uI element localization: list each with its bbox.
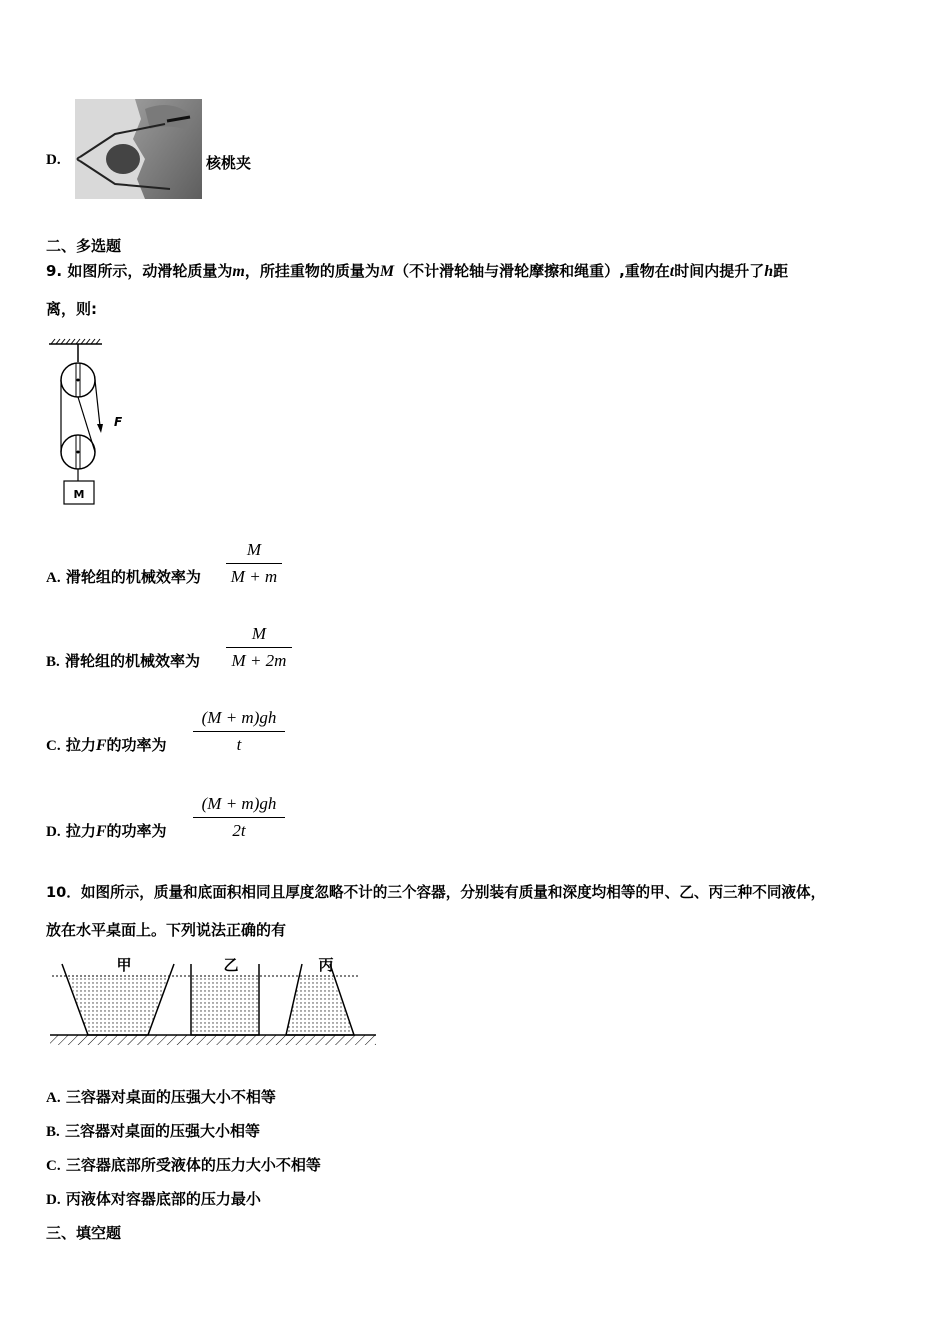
q9-var-h: h xyxy=(764,263,774,280)
three-containers-diagram xyxy=(44,950,380,1050)
q9-option-c-text-pre: 拉力 xyxy=(65,736,96,754)
q9-option-d-var: F xyxy=(95,823,107,840)
q9-text-part1: 如图所示，动滑轮质量为 xyxy=(67,262,233,280)
q9-option-a-fraction xyxy=(226,540,282,587)
fraction-denominator: M + m xyxy=(230,567,278,586)
section-title-multiple-choice: 二、多选题 xyxy=(46,237,122,255)
q10-option-c-letter: C. xyxy=(46,1158,61,1174)
q9-option-c-text-post: 的功率为 xyxy=(106,736,167,754)
q10-stem-line1: 10．如图所示，质量和底面积相同且厚度忽略不计的三个容器，分别装有质量和深度均相等的甲、乙、丙三种不同液体， xyxy=(46,884,826,901)
q9-text-part5: 距 xyxy=(773,262,789,280)
q9-stem-line2: 离，则: xyxy=(46,300,97,318)
fraction-numerator: (M + m)gh xyxy=(201,794,277,813)
q10-option-a xyxy=(46,1086,276,1107)
q9-option-d-text-pre: 拉力 xyxy=(65,822,96,840)
q10-option-c xyxy=(46,1154,321,1175)
q10-option-d-text: 丙液体对容器底部的压力最小 xyxy=(65,1190,261,1208)
q9-text-part3: （不计滑轮轴与滑轮摩擦和绳重）,重物在 xyxy=(394,262,670,280)
q9-var-M: M xyxy=(379,263,395,280)
q9-option-a-text: 滑轮组的机械效率为 xyxy=(65,568,201,586)
container-label-bing: 丙 xyxy=(318,956,334,974)
fraction-numerator: (M + m)gh xyxy=(201,708,277,727)
fraction-numerator: M xyxy=(246,540,262,559)
q9-option-c-letter: C. xyxy=(46,738,61,754)
q10-option-a-text: 三容器对桌面的压强大小不相等 xyxy=(65,1088,276,1106)
q9-var-t: t xyxy=(669,263,675,280)
fraction-denominator: M + 2m xyxy=(231,651,287,670)
q9-option-a xyxy=(46,566,201,587)
q8-option-d-letter: D. xyxy=(46,152,61,168)
fraction-denominator: t xyxy=(236,735,242,754)
q9-option-d-fraction xyxy=(193,794,285,841)
q9-option-c-var: F xyxy=(95,737,107,754)
fraction-numerator: M xyxy=(251,624,267,643)
q10-option-a-letter: A. xyxy=(46,1090,61,1106)
pulley-system-diagram xyxy=(44,338,134,510)
q9-option-c-fraction xyxy=(193,708,285,755)
q8-option-d-text: 核桃夹 xyxy=(206,154,252,172)
block-label: M xyxy=(73,488,85,501)
q10-option-c-text: 三容器底部所受液体的压力大小不相等 xyxy=(65,1156,321,1174)
force-label: F xyxy=(114,415,123,429)
q9-option-c xyxy=(46,734,167,755)
container-label-yi: 乙 xyxy=(223,956,239,974)
section-title-fill-in-blank: 三、填空题 xyxy=(46,1224,122,1242)
q9-option-b-fraction xyxy=(226,624,292,671)
q10-stem-line2: 放在水平桌面上。下列说法正确的有 xyxy=(46,921,287,939)
q9-stem-line1 xyxy=(46,260,788,281)
walnut-cracker-image xyxy=(75,99,202,199)
q9-option-b-text: 滑轮组的机械效率为 xyxy=(65,652,201,670)
q10-option-b xyxy=(46,1120,260,1141)
q9-option-d xyxy=(46,820,167,841)
container-label-jia: 甲 xyxy=(116,956,132,974)
q9-text-part4: 时间内提升了 xyxy=(674,262,765,280)
fraction-denominator: 2t xyxy=(232,821,246,840)
q9-number: 9. xyxy=(46,262,63,280)
q10-option-d-letter: D. xyxy=(46,1192,61,1208)
q9-text-part2: ，所挂重物的质量为 xyxy=(244,262,380,280)
q9-option-a-letter: A. xyxy=(46,570,61,586)
q9-var-m: m xyxy=(232,263,245,280)
q10-option-b-letter: B. xyxy=(46,1124,60,1140)
q9-option-b-letter: B. xyxy=(46,654,60,670)
q10-option-b-text: 三容器对桌面的压强大小相等 xyxy=(65,1122,261,1140)
q9-option-d-text-post: 的功率为 xyxy=(106,822,167,840)
q9-option-b xyxy=(46,650,200,671)
q10-option-d xyxy=(46,1188,261,1209)
q9-option-d-letter: D. xyxy=(46,824,61,840)
